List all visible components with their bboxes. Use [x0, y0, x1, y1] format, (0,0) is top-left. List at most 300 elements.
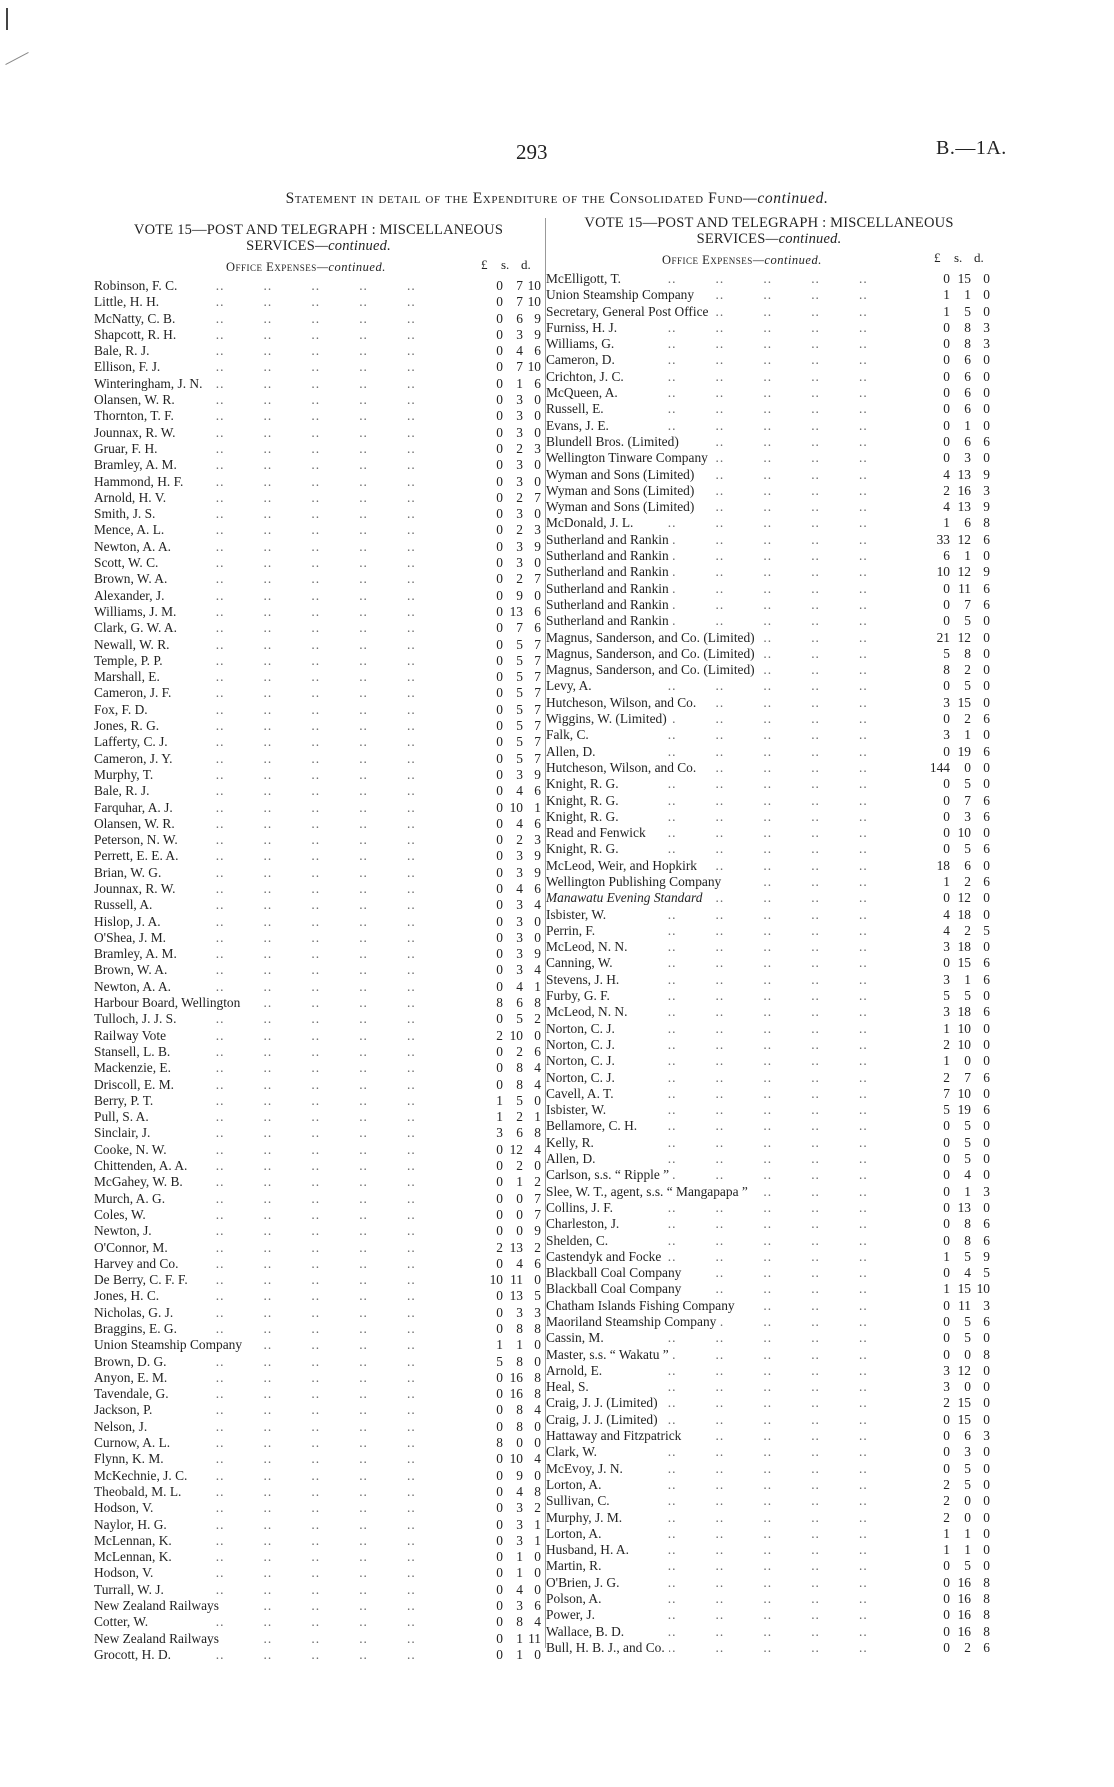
payee-name: Blackball Coal Company	[546, 1265, 685, 1281]
amount-pence: 5	[983, 922, 990, 938]
amount-shillings: 2	[516, 1043, 523, 1059]
ledger-row	[546, 1184, 992, 1200]
payee-name: Hutcheson, Wilson, and Co.	[546, 760, 700, 776]
payee-name: Mackenzie, E.	[94, 1060, 175, 1076]
ledger-row	[546, 597, 992, 613]
document-reference: B.—1A.	[936, 137, 1007, 159]
payee-name: Jounnax, R. W.	[94, 425, 179, 441]
amount-pounds: 0	[496, 1043, 503, 1059]
ledger-row	[94, 881, 543, 897]
amount-shillings: 1	[516, 1646, 523, 1662]
amount-pence: 7	[534, 652, 541, 668]
amount-shillings: 2	[516, 489, 523, 505]
ledger-row	[94, 1272, 543, 1288]
ledger-row	[94, 1354, 543, 1370]
ledger-row	[546, 874, 992, 890]
amount-shillings: 2	[516, 571, 523, 587]
amount-pence: 9	[534, 1223, 541, 1239]
payee-name: Sutherland and Rankin	[546, 613, 673, 629]
amount-pounds: 1	[943, 303, 950, 319]
amount-pounds: 8	[943, 662, 950, 678]
amount-pounds: 4	[943, 922, 950, 938]
ledger-row	[546, 711, 992, 727]
amount-pence: 0	[983, 1509, 990, 1525]
amount-pence: 0	[983, 645, 990, 661]
payee-name: Cameron, D.	[546, 352, 619, 368]
payee-name: Naylor, H. G.	[94, 1517, 171, 1533]
payee-name: Nicholas, G. J.	[94, 1305, 177, 1321]
ledger-row	[546, 1477, 992, 1493]
payee-name: Murch, A. G.	[94, 1191, 169, 1207]
amount-pence: 6	[983, 596, 990, 612]
pence-header: d.	[521, 257, 531, 272]
ledger-row	[94, 457, 543, 473]
payee-name: McLeod, N. N.	[546, 939, 631, 955]
amount-pence: 0	[534, 587, 541, 603]
amount-pounds: 0	[943, 776, 950, 792]
amount-pounds: 1	[496, 1337, 503, 1353]
payee-name: Sutherland and Rankin	[546, 564, 673, 580]
amount-shillings: 1	[964, 287, 971, 303]
amount-pence: 7	[534, 1190, 541, 1206]
amount-pence: 6	[983, 1102, 990, 1118]
ledger-row	[94, 278, 543, 294]
amount-shillings: 5	[964, 303, 971, 319]
subheading-row	[546, 250, 992, 271]
payee-name: Cameron, J. F.	[94, 685, 175, 701]
ledger-row	[94, 1517, 543, 1533]
payee-name: Arnold, H. V.	[94, 490, 170, 506]
ledger-row	[94, 946, 543, 962]
amount-shillings: 4	[516, 880, 523, 896]
amount-pounds: 0	[943, 401, 950, 417]
amount-pence: 0	[983, 1411, 990, 1427]
amount-pence: 9	[534, 310, 541, 326]
ledger-row	[546, 760, 992, 776]
amount-pence: 0	[534, 1027, 541, 1043]
ledger-row	[94, 1028, 543, 1044]
amount-shillings: 8	[964, 336, 971, 352]
amount-shillings: 1	[516, 1174, 523, 1190]
ledger-row	[546, 613, 992, 629]
amount-pence: 4	[534, 1402, 541, 1418]
payee-name: Norton, C. J.	[546, 1037, 619, 1053]
amount-pounds: 0	[496, 783, 503, 799]
ledger-row	[546, 858, 992, 874]
amount-shillings: 19	[957, 1102, 971, 1118]
ledger-row	[546, 548, 992, 564]
amount-shillings: 5	[516, 1092, 523, 1108]
amount-shillings: 3	[516, 913, 523, 929]
amount-shillings: 3	[516, 848, 523, 864]
amount-shillings: 0	[964, 1509, 971, 1525]
vote-heading-line1: VOTE 15—POST AND TELEGRAPH : MISCELLANEOUS	[584, 215, 954, 231]
shillings-header: s.	[954, 250, 963, 265]
amount-pounds: 2	[943, 1069, 950, 1085]
amount-shillings: 11	[958, 580, 971, 596]
amount-pence: 0	[983, 939, 990, 955]
ledger-row	[546, 1640, 992, 1656]
amount-pence: 6	[534, 1043, 541, 1059]
payee-name: Railway Vote	[94, 1028, 170, 1044]
amount-pence: 0	[983, 1020, 990, 1036]
amount-shillings: 2	[964, 711, 971, 727]
amount-pounds: 0	[943, 1330, 950, 1346]
leader-dots	[546, 1607, 928, 1623]
amount-pence: 4	[534, 1451, 541, 1467]
amount-pounds: 0	[496, 1369, 503, 1385]
payee-name: Bull, H. B. J., and Co.	[546, 1640, 669, 1656]
amount-pounds: 0	[496, 1206, 503, 1222]
page-number: 293	[516, 140, 548, 164]
amount-pence: 1	[534, 1516, 541, 1532]
amount-shillings: 7	[516, 359, 523, 375]
ledger-row	[546, 630, 992, 646]
payee-name: McElligott, T.	[546, 271, 625, 287]
payee-name: Bramley, A. M.	[94, 457, 181, 473]
amount-pounds: 0	[496, 392, 503, 408]
amount-shillings: 3	[516, 555, 523, 571]
ledger-row	[94, 897, 543, 913]
payee-name: Blackball Coal Company	[546, 1281, 685, 1297]
amount-shillings: 15	[957, 955, 971, 971]
amount-shillings: 10	[957, 825, 971, 841]
amount-shillings: 3	[516, 326, 523, 342]
payee-name: Wellington Tinware Company	[546, 450, 712, 466]
amount-pounds: 0	[496, 408, 503, 424]
amount-pounds: 0	[496, 359, 503, 375]
amount-pounds: 0	[943, 678, 950, 694]
amount-pounds: 3	[943, 971, 950, 987]
amount-shillings: 2	[516, 832, 523, 848]
amount-shillings: 3	[516, 864, 523, 880]
amount-pence: 3	[983, 1183, 990, 1199]
amount-shillings: 5	[516, 734, 523, 750]
payee-name: Flynn, K. M.	[94, 1451, 168, 1467]
amount-shillings: 8	[964, 1216, 971, 1232]
amount-pence: 2	[534, 1011, 541, 1027]
amount-pounds: 0	[496, 1223, 503, 1239]
amount-shillings: 8	[516, 1060, 523, 1076]
ledger-row	[546, 988, 992, 1004]
payee-name: Sutherland and Rankin	[546, 597, 673, 613]
payee-name: Curnow, A. L.	[94, 1435, 174, 1451]
ledger-row	[94, 1158, 543, 1174]
amount-shillings: 8	[964, 1232, 971, 1248]
amount-pence: 0	[534, 913, 541, 929]
amount-pence: 8	[534, 1125, 541, 1141]
payee-name: Gruar, F. H.	[94, 441, 161, 457]
amount-shillings: 3	[516, 897, 523, 913]
amount-pence: 7	[534, 1206, 541, 1222]
ledger-row	[546, 1591, 992, 1607]
amount-pounds: 0	[496, 571, 503, 587]
amount-pence: 8	[534, 1483, 541, 1499]
amount-shillings: 3	[516, 1304, 523, 1320]
amount-shillings: 4	[964, 1167, 971, 1183]
payee-name: Newall, W. R.	[94, 637, 174, 653]
amount-pounds: 10	[936, 564, 950, 580]
ledger-row	[94, 1402, 543, 1418]
amount-shillings: 6	[964, 385, 971, 401]
amount-shillings: 3	[516, 392, 523, 408]
amount-pounds: 1	[496, 1092, 503, 1108]
amount-pounds: 0	[496, 294, 503, 310]
amount-pounds: 0	[496, 750, 503, 766]
payee-name: Grocott, H. D.	[94, 1647, 175, 1663]
payee-name: O'Connor, M.	[94, 1240, 172, 1256]
amount-pence: 8	[534, 1321, 541, 1336]
amount-pounds: 0	[943, 1118, 950, 1134]
amount-pounds: 5	[943, 988, 950, 1004]
amount-shillings: 4	[516, 1483, 523, 1499]
ledger-row	[94, 800, 543, 816]
amount-pounds: 0	[496, 1565, 503, 1581]
amount-pounds: 0	[496, 522, 503, 538]
ledger-row	[546, 467, 992, 483]
amount-pence: 7	[534, 701, 541, 717]
amount-pence: 6	[983, 1639, 990, 1655]
amount-pounds: 0	[943, 841, 950, 857]
amount-pence: 7	[534, 571, 541, 587]
amount-shillings: 6	[516, 995, 523, 1011]
amount-pounds: 3	[496, 1125, 503, 1141]
amount-pence: 6	[983, 580, 990, 596]
ledger-row	[94, 1288, 543, 1304]
amount-shillings: 1	[964, 548, 971, 564]
payee-name: McDonald, J. L.	[546, 515, 637, 531]
amount-pounds: 2	[496, 1239, 503, 1255]
payee-name: Chatham Islands Fishing Company	[546, 1298, 739, 1314]
ledger-row	[546, 1330, 992, 1346]
ledger-row	[94, 1451, 543, 1467]
ledger-row	[94, 376, 543, 392]
amount-pounds: 0	[496, 766, 503, 782]
amount-pence: 4	[534, 897, 541, 913]
ledger-row	[94, 751, 543, 767]
amount-pounds: 0	[943, 580, 950, 596]
ledger-row	[94, 1044, 543, 1060]
amount-pounds: 0	[496, 1418, 503, 1434]
amount-shillings: 13	[509, 1288, 523, 1304]
payee-name: Wyman and Sons (Limited)	[546, 483, 698, 499]
amount-pounds: 0	[496, 962, 503, 978]
ledger-row	[94, 1419, 543, 1435]
amount-pence: 6	[983, 531, 990, 547]
statement-title	[0, 190, 1114, 208]
amount-shillings: 8	[964, 645, 971, 661]
amount-pence: 3	[983, 1428, 990, 1444]
amount-pounds: 1	[943, 1020, 950, 1036]
amount-shillings: 0	[964, 1346, 971, 1362]
payee-name: McQueen, A.	[546, 385, 622, 401]
amount-pounds: 7	[943, 1085, 950, 1101]
payee-name: Chittenden, A. A.	[94, 1158, 191, 1174]
ledger-row	[546, 1558, 992, 1574]
ledger-row	[546, 1233, 992, 1249]
amount-pounds: 0	[943, 1183, 950, 1199]
ledger-row	[546, 532, 992, 548]
leader-dots	[546, 1444, 928, 1460]
leader-dots	[546, 744, 928, 760]
amount-shillings: 0	[516, 1223, 523, 1239]
ledger-row	[546, 955, 992, 971]
ledger-row	[94, 914, 543, 930]
amount-shillings: 1	[516, 1549, 523, 1565]
amount-pounds: 0	[496, 489, 503, 505]
amount-shillings: 3	[516, 1516, 523, 1532]
amount-pence: 3	[534, 522, 541, 538]
amount-pounds: 0	[496, 1483, 503, 1499]
amount-pounds: 0	[496, 375, 503, 391]
amount-shillings: 7	[516, 620, 523, 636]
amount-shillings: 13	[957, 466, 971, 482]
amount-shillings: 8	[516, 1614, 523, 1630]
amount-shillings: 9	[516, 1467, 523, 1483]
ledger-row	[546, 1510, 992, 1526]
ledger-row	[94, 1174, 543, 1190]
subheading-row	[94, 257, 543, 278]
amount-pence: 0	[983, 401, 990, 417]
amount-pounds: 0	[496, 1255, 503, 1271]
leader-dots	[546, 678, 928, 694]
amount-shillings: 5	[964, 1248, 971, 1264]
amount-shillings: 13	[957, 499, 971, 515]
amount-pounds: 2	[943, 1395, 950, 1411]
ledger-row	[94, 555, 543, 571]
payee-name: Turrall, W. J.	[94, 1582, 168, 1598]
amount-shillings: 5	[516, 718, 523, 734]
ledger-row	[94, 604, 543, 620]
payee-name: Tavendale, G.	[94, 1386, 173, 1402]
payee-name: Union Steamship Company	[94, 1337, 246, 1353]
payee-name: Castendyk and Focke	[546, 1249, 665, 1265]
amount-pounds: 0	[496, 1076, 503, 1092]
amount-shillings: 3	[516, 1598, 523, 1614]
amount-shillings: 2	[516, 440, 523, 456]
payee-name: Williams, G.	[546, 336, 618, 352]
amount-pence: 8	[534, 1386, 541, 1402]
payee-name: Norton, C. J.	[546, 1021, 619, 1037]
amount-shillings: 16	[957, 1591, 971, 1607]
amount-pence: 6	[983, 808, 990, 824]
payee-name: McLeod, Weir, and Hopkirk	[546, 858, 701, 874]
ledger-row	[94, 1125, 543, 1141]
payee-name: Magnus, Sanderson, and Co. (Limited)	[546, 646, 759, 662]
amount-pounds: 0	[496, 1532, 503, 1548]
ledger-row	[94, 343, 543, 359]
amount-shillings: 5	[516, 669, 523, 685]
amount-pence: 0	[983, 1151, 990, 1167]
ledger-row	[546, 1542, 992, 1558]
amount-pence: 4	[534, 962, 541, 978]
payee-name: Murphy, T.	[94, 767, 157, 783]
leader-dots	[546, 923, 928, 939]
amount-pence: 0	[534, 392, 541, 408]
payee-name: Kelly, R.	[546, 1135, 598, 1151]
amount-pence: 7	[534, 669, 541, 685]
payee-name: Furby, G. F.	[546, 988, 614, 1004]
amount-pence: 8	[983, 1623, 990, 1639]
amount-pounds: 0	[496, 1011, 503, 1027]
amount-pounds: 0	[496, 1060, 503, 1076]
amount-shillings: 4	[516, 978, 523, 994]
amount-pence: 0	[983, 825, 990, 841]
ledger-row	[546, 1575, 992, 1591]
ledger-row	[546, 1004, 992, 1020]
amount-pounds: 0	[943, 1444, 950, 1460]
payee-name: Nelson, J.	[94, 1419, 151, 1435]
amount-pounds: 0	[943, 368, 950, 384]
ledger-row	[546, 1167, 992, 1183]
amount-pence: 6	[534, 1255, 541, 1271]
vote-heading	[546, 215, 992, 247]
payee-name: Martin, R.	[546, 1558, 605, 1574]
payee-name: Wellington Publishing Company	[546, 874, 725, 890]
amount-shillings: 3	[516, 473, 523, 489]
ledger-row	[94, 1386, 543, 1402]
amount-pounds: 0	[496, 1158, 503, 1174]
amount-pence: 4	[534, 1141, 541, 1157]
amount-shillings: 6	[964, 433, 971, 449]
ledger-row	[94, 620, 543, 636]
amount-pounds: 0	[943, 385, 950, 401]
amount-pounds: 0	[943, 808, 950, 824]
amount-pence: 6	[983, 1069, 990, 1085]
payee-name: Husband, H. A.	[546, 1542, 633, 1558]
payee-name: Slee, W. T., agent, s.s. “ Mangapapa ”	[546, 1184, 752, 1200]
amount-pence: 7	[534, 636, 541, 652]
payee-name: Hutcheson, Wilson, and Co.	[546, 695, 700, 711]
payee-name: Pull, S. A.	[94, 1109, 153, 1125]
amount-shillings: 5	[964, 841, 971, 857]
amount-pence: 8	[983, 1346, 990, 1362]
amount-pounds: 1	[943, 1525, 950, 1541]
amount-pounds: 0	[496, 929, 503, 945]
ledger-row	[94, 1256, 543, 1272]
ledger-row	[546, 1412, 992, 1428]
payee-name: O'Shea, J. M.	[94, 930, 170, 946]
amount-pence: 0	[983, 271, 990, 286]
amount-pence: 0	[534, 1549, 541, 1565]
amount-pence: 6	[534, 1598, 541, 1614]
payee-name: Charleston, J.	[546, 1216, 623, 1232]
ledger-row	[546, 1526, 992, 1542]
amount-pence: 7	[534, 685, 541, 701]
ledger-row	[94, 995, 543, 1011]
amount-shillings: 1	[516, 1630, 523, 1646]
amount-pence: 0	[534, 1418, 541, 1434]
amount-pence: 8	[983, 515, 990, 531]
ledger-row	[546, 1444, 992, 1460]
amount-pence: 0	[983, 1444, 990, 1460]
payee-name: McLennan, K.	[94, 1549, 176, 1565]
amount-pounds: 0	[496, 1190, 503, 1206]
amount-pounds: 0	[943, 1314, 950, 1329]
amount-pence: 0	[983, 1330, 990, 1346]
ledger-row	[94, 359, 543, 375]
payee-name: Wallace, B. D.	[546, 1624, 628, 1640]
title-continued: —continued.	[743, 190, 829, 207]
amount-pence: 0	[534, 473, 541, 489]
amount-pence: 9	[534, 766, 541, 782]
amount-pounds: 8	[496, 1435, 503, 1451]
ledger-row	[546, 1379, 992, 1395]
ledger-row	[94, 1207, 543, 1223]
ledger-row	[94, 1077, 543, 1093]
amount-pounds: 3	[943, 939, 950, 955]
payee-name: Stansell, L. B.	[94, 1044, 174, 1060]
